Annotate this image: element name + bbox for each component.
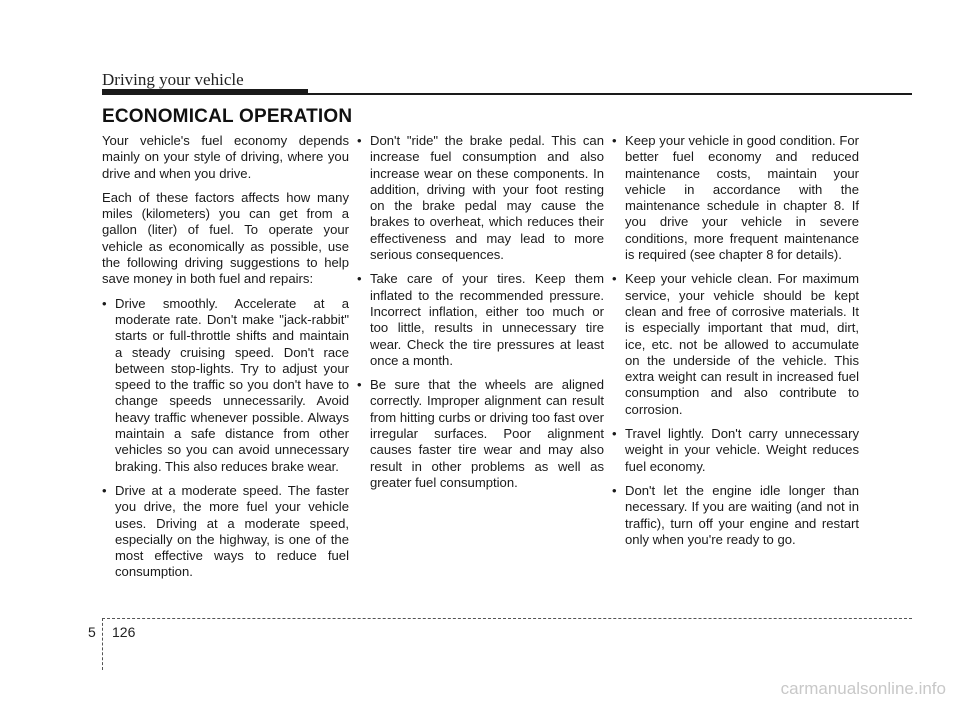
footer-divider [102,618,912,619]
chapter-number: 5 [88,624,96,640]
bullet-item: • Don't let the engine idle longer than necessary. If you are waiting (and not in traffic), turn off your engine and restart only when you're ready to go. [612,483,859,548]
column-1 [102,133,349,589]
header-rule-thick [102,89,308,95]
column-3 [612,133,859,556]
page-number: 126 [112,624,136,640]
bullet-list [357,133,604,491]
bullet-item: • Keep your vehicle in good condition. For better fuel economy and reduced maintenance costs, maintain your vehicle in accordance with the maintenance schedule in chapter 8. If you drive your vehicle in severe conditions, more frequent maintenance is required (see chapter 8 for details). [612,133,859,263]
bullet-item: • Drive smoothly. Accelerate at a moderate rate. Don't make "jack-rabbit" starts or full-throttle shifts and maintain a steady cruising speed. Don't race between stop-lights. Try to adjust your speed to the traffic so you don't have to change speeds unnecessarily. Avoid heavy traffic whenever possible. Always maintain a safe distance from other vehicles so you can avoid unnecessary braking. This also reduces brake wear. [102,296,349,475]
bullet-list [612,133,859,548]
bullet-item: • Travel lightly. Don't carry unnecessary weight in your vehicle. Weight reduces fuel economy. [612,426,859,475]
bullet-item: • Take care of your tires. Keep them inflated to the recommended pressure. Incorrect inflation, either too much or too little, results in unnecessary tire wear. Check the tire pressures at least once a month. [357,271,604,369]
bullet-item: • Drive at a moderate speed. The faster you drive, the more fuel your vehicle uses. Driving at a moderate speed, especially on the highway, is one of the most effective ways to reduce fuel consumption. [102,483,349,581]
header-rule [308,93,912,95]
paragraph: Each of these factors affects how many miles (kilometers) you can get from a gallon (liter) of fuel. To operate your vehicle as economically as possible, use the following driving suggestions to help save money in both fuel and repairs: [102,189,349,287]
paragraph: Your vehicle's fuel economy depends mainly on your style of driving, where you drive and when you drive. [102,133,349,181]
footer-vertical-divider [102,618,103,670]
bullet-item: • Keep your vehicle clean. For maximum service, your vehicle should be kept clean and free of corrosive materials. It is especially important that mud, dirt, ice, etc. not be allowed to accumulate on the underside of the vehicle. This extra weight can result in increased fuel consumption and also contribute to corrosion. [612,271,859,418]
bullet-list [102,296,349,581]
bullet-item: • Don't "ride" the brake pedal. This can increase fuel consumption and also increase wear on these components. In addition, driving with your foot resting on the brake pedal may cause the brakes to overheat, which reduces their effectiveness and may lead to more serious consequences. [357,133,604,263]
header-title: Driving your vehicle [102,70,244,89]
bullet-item: • Be sure that the wheels are aligned correctly. Improper alignment can result from hitting curbs or driving too fast over irregular surfaces. Poor alignment causes faster tire wear and may also result in other problems as well as greater fuel consumption. [357,377,604,491]
watermark: carmanualsonline.info [780,679,946,698]
section-title: ECONOMICAL OPERATION [102,106,353,127]
column-2 [357,133,604,499]
